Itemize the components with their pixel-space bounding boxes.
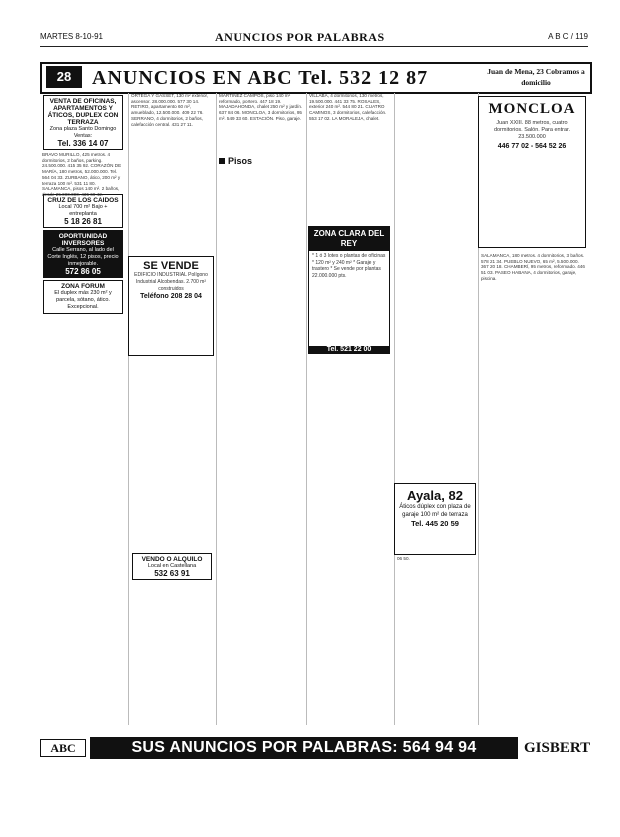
ad-column-1 [40,93,126,725]
page-footer [40,737,591,759]
ad-box-body: EDIFICIO INDUSTRIAL Polígono Industrial Alcobendas. 2.700 m² construidos [134,272,208,292]
ad-text-block: MARTÍNEZ CAMPOS, piso 140 m² reformado, portero. 447 18 19. MAJADAHONDA, chalet 250 m² y jardín. 637 84 06. MONCLOA, 3 dormitorios, 95 m². 549 33 60. ESTACIÓN. Piso, garaje. [219,93,303,121]
ad-box-phone: 446 77 02 - 564 52 26 [497,143,567,150]
ad-text-block: BRAVO MURILLO, 425 metros. 4 dormitorios, 2 baños, parking. 24.500.000. 415 35 92. CORAZÓN DE MARÍA, 180 metros, 52.000.000. Tel. 564 04 33. ZURBANO, ático, 200 m² y terraza 100 m². 531 11 80. SALAMANCA, pisos 140 m². 2 baños, desde 25.000.000. 435 69 42. [42,152,122,197]
ad-box-title: VENTA DE OFICINAS, APARTAMENTOS Y ÁTICOS, DUPLEX CON TERRAZA [47,98,119,126]
ad-box-title: ZONA CLARA DEL REY [309,227,389,251]
ad-box-moncloa [478,96,586,248]
pisos-heading [219,156,305,166]
advertiser-brand: GISBERT [524,740,591,756]
ad-box-title: ZONA FORUM [61,283,105,290]
ad-box-body: Juan XXIII. 88 metros, cuatro dormitorios. Salón. Para entrar. 23.500.000 [493,120,571,140]
ad-box-se-vende [128,256,214,356]
ad-box-title: Ayala, 82 [407,488,463,503]
ad-text-block: ORTEGA Y GASSET, 130 m² exterior, ascensor. 28.000.000. 577 30 14. RETIRO, apartamento 60 m², amueblado, 12.500.000. 409 22 76. SERRANO, 4 dormitorios, 2 baños, calefacción central. 431 27 11. [131,93,209,127]
banner-headline: ANUNCIOS EN ABC Tel. 532 12 87 [92,67,429,89]
page-date: MARTES 8-10-91 [40,32,103,41]
ad-box-ayala [394,483,476,555]
ad-box-title: CRUZ DE LOS CAIDOS [47,197,119,204]
ad-box-body: Calle Serrano, al lado del Corte Inglés, 12 pisos, precio inmejorable. [47,247,119,267]
ad-box-body: El duplex más 230 m² y parcela, sótano, ático. Excepcional. [54,290,112,310]
ad-box-vendo-alquilo [132,553,212,580]
footer-phone-banner: SUS ANUNCIOS POR PALABRAS: 564 94 94 [90,737,518,759]
ad-box-body: Local en Castellana [147,563,197,569]
section-title: ANUNCIOS POR PALABRAS [215,30,385,44]
page-number: A B C / 119 [548,32,588,41]
ad-box-zona-clara-del-rey [308,226,390,354]
ad-column-2 [128,93,215,725]
ad-box-zona-forum [43,280,123,314]
ad-box-title: SE VENDE [143,260,199,272]
ad-text-block: SALAMANCA, 180 metros. 4 dormitorios, 3 baños. 578 21 34. PUEBLO NUEVO, 65 m², 5.500.000. 367 20 18. CHAMBERÍ, 95 metros, reformado. 446 51 03. PASEO HABANA, 4 dormitorios, garaje, piscina. [481,253,585,281]
ad-box-body: * 1 ó 3 lotes o plantas de oficinas * 120 m² y 240 m² * Garaje y trastero * Se vende por plantas 22.000.000 pts. [312,253,386,279]
ad-box-phone: Tel. 445 20 59 [411,519,459,528]
ad-box-body: Zona plaza Santo Domingo Ventas: [49,126,117,139]
ad-column-3 [216,93,305,725]
ad-box-body: Áticos dúplex con plaza de garaje 100 m² de terraza [399,504,471,518]
classified-banner [40,62,592,94]
ad-column-5 [394,93,477,725]
ad-box-oportunidad [43,230,123,278]
section-number: 28 [46,66,82,88]
ad-box-title: VENDO O ALQUILO [141,556,203,563]
ad-box-phone: Teléfono 208 28 04 [140,293,202,300]
ad-column-4 [306,93,393,725]
ad-box-body: Local 700 m² Bajo + entreplanta [58,204,108,217]
ad-box-phone: 572 86 05 [65,267,101,276]
banner-address: Juan de Mena, 23 Cobramos a domicilio [487,67,585,87]
ad-box-phone: Tel. 336 14 07 [57,139,109,148]
ad-box-phone: Tel. 521 22 00 [309,346,389,353]
pisos-heading-text: Pisos [228,156,253,166]
ad-box-title: MONCLOA [488,101,576,117]
ad-text-block: 06 50. [397,555,410,561]
ad-box-phone: 532 63 91 [154,569,190,578]
page-header [40,32,588,47]
ad-text-block: VILLABA, 4 dormitorios, 130 metros, 19.500.000. 441 33 75. ROSALES, exterior 240 m². 544 80 21. CUATRO CAMINOS, 3 dormitorios, calefacción. 553 17 02. LA MORALEJA, chalet. [309,93,387,121]
ad-box-cruz-caidos [43,194,123,228]
ad-box-phone: 5 18 26 81 [64,217,102,226]
ad-box-title: OPORTUNIDAD INVERSORES [58,233,108,247]
abc-logo: ABC [40,739,86,757]
square-bullet-icon [219,158,225,164]
ad-box-venta-oficinas [43,95,123,150]
